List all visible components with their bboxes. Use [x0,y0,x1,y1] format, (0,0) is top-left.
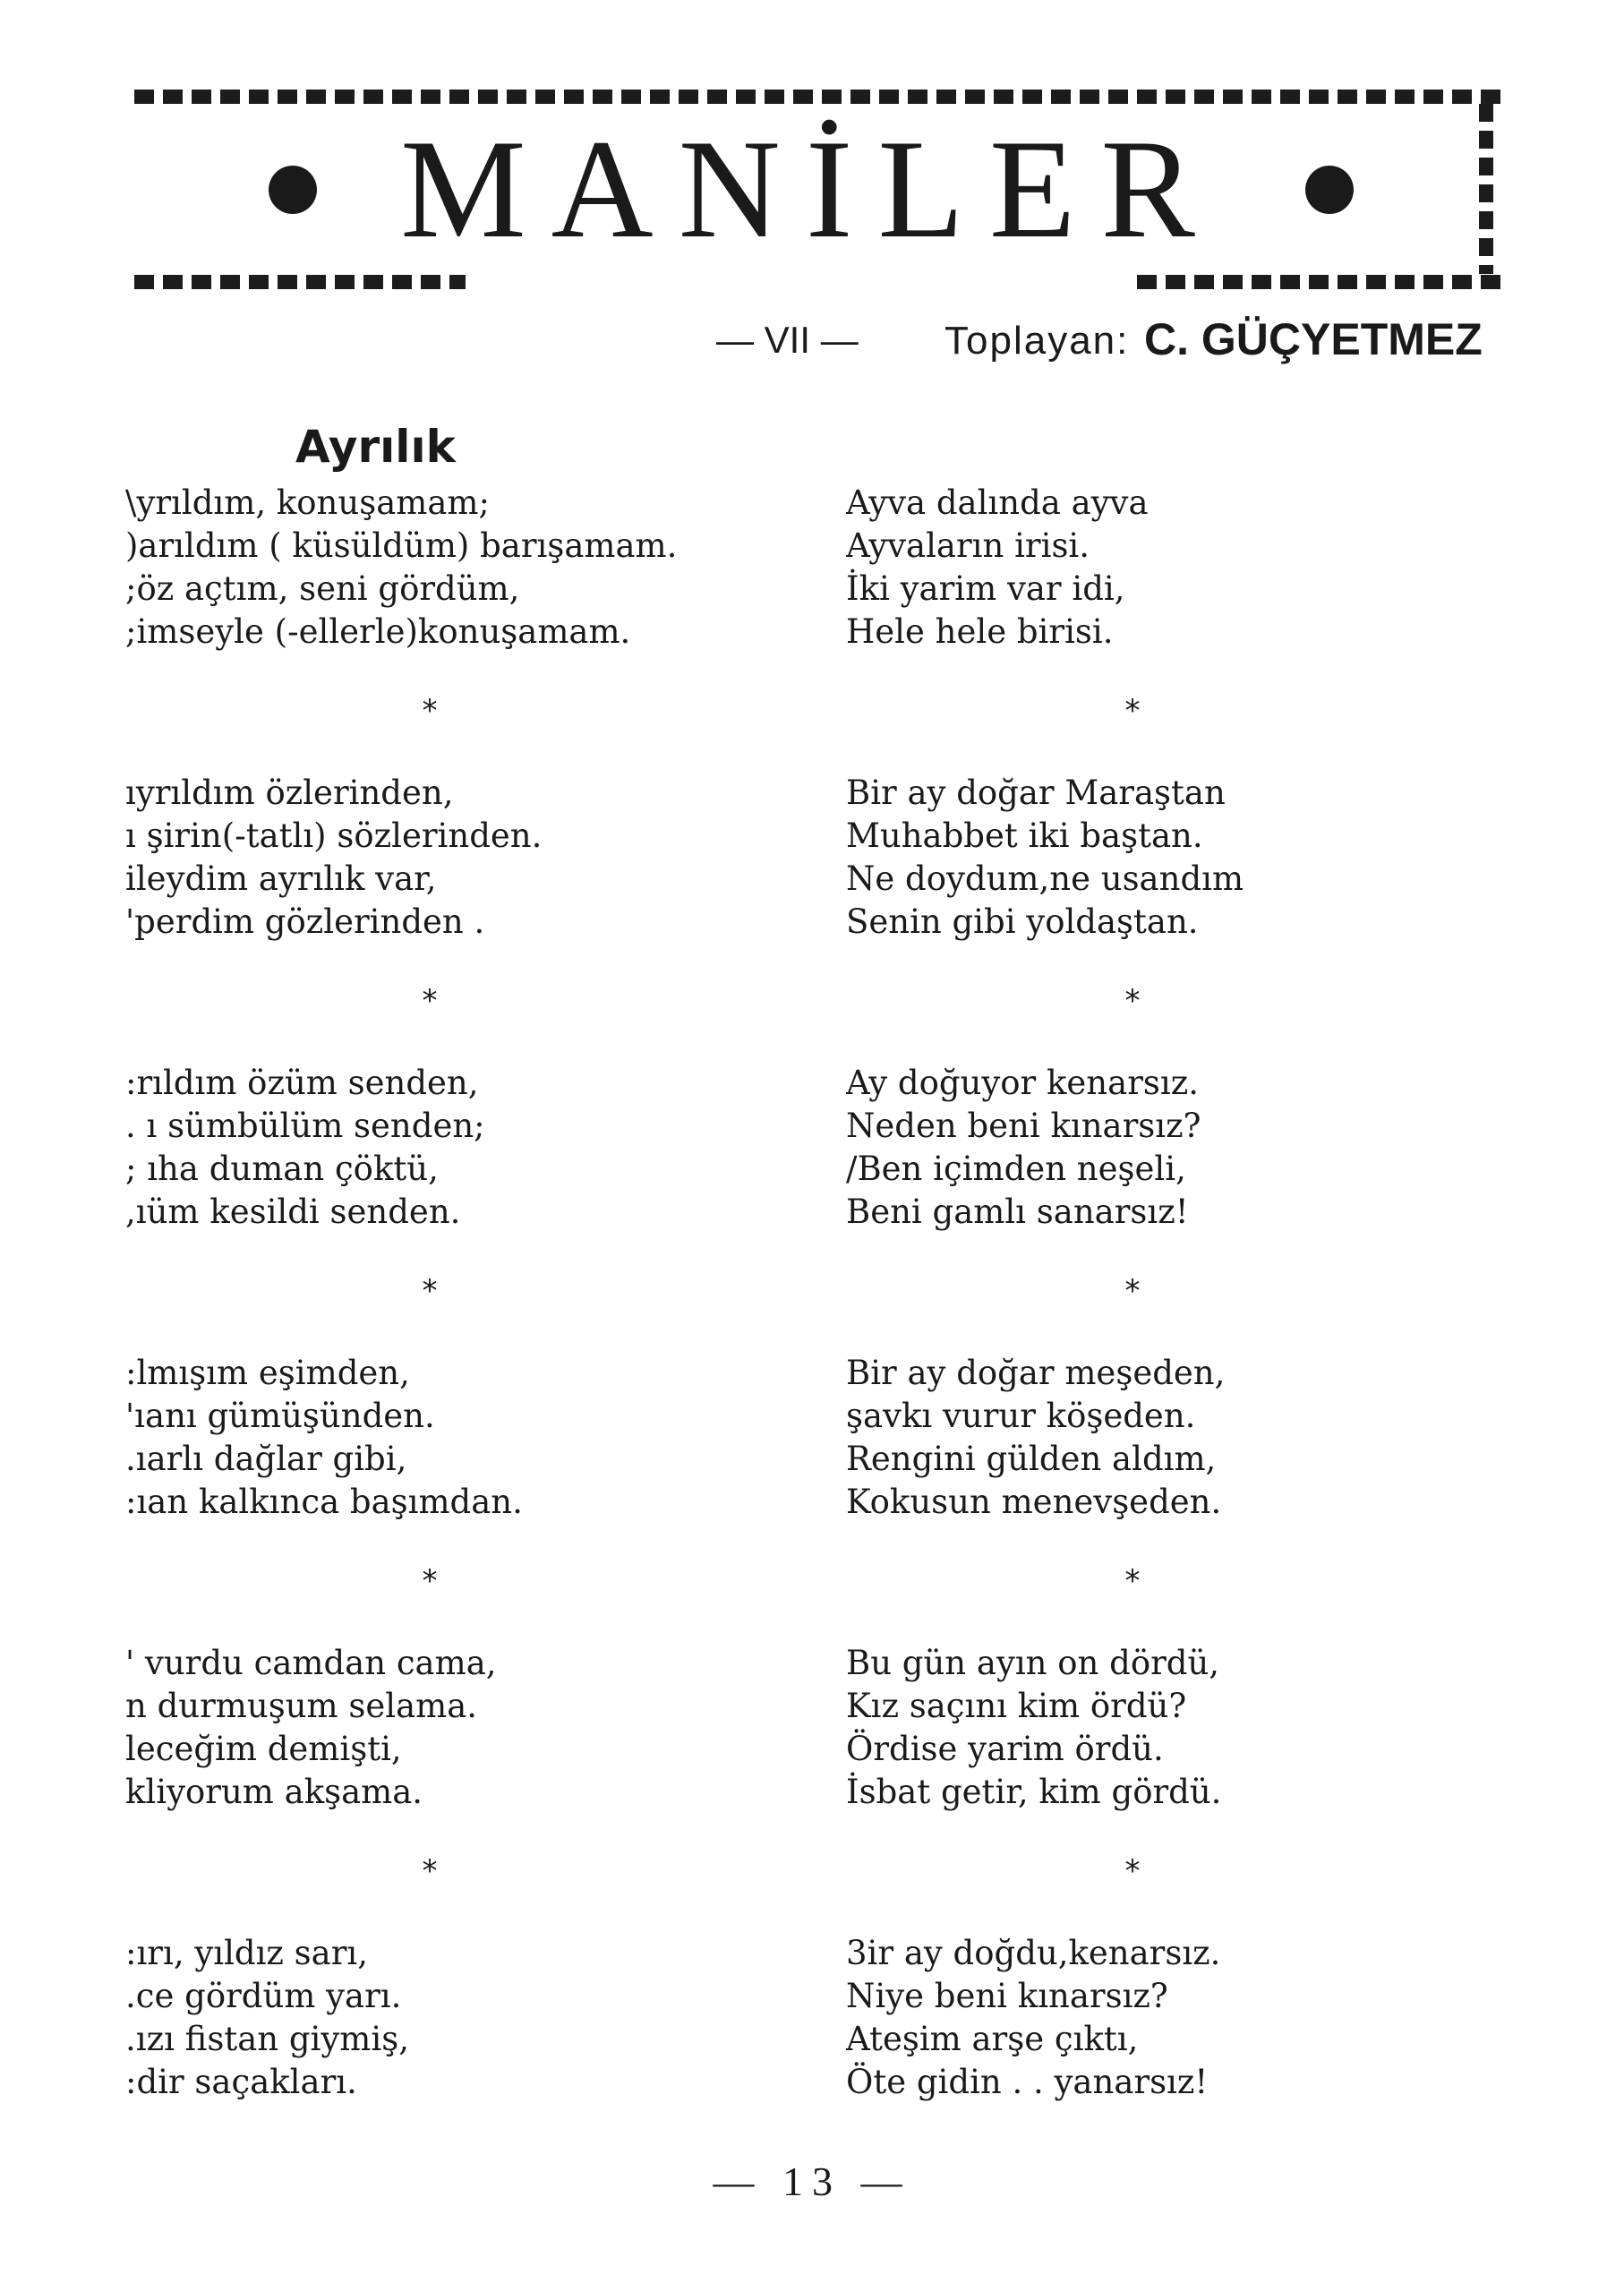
verse-line: ı şirin(-tatlı) sözlerinden. [125,816,543,855]
stanza-block [846,772,1509,1062]
verse-line: Bu gün ayın on dördü, [846,1644,1220,1682]
stanza-separator: * [1124,693,1141,729]
stanza [125,1642,752,1814]
stanza-separator: * [1124,1273,1141,1309]
verse-line: ,ıüm kesildi senden. [125,1193,461,1231]
stanza-separator: * [422,1563,438,1599]
verse-line: Beni gamlı sanarsız! [846,1193,1189,1231]
section-heading: Ayrılık [295,421,456,473]
verse-line: ıyrıldım özlerinden, [125,774,454,812]
verse-line: Kız saçını kim ördü? [846,1687,1187,1725]
verse-line: n durmuşum selama. [125,1687,478,1725]
verse-line: Muhabbet iki baştan. [846,816,1203,855]
verse-line: kliyorum akşama. [125,1773,423,1811]
verse-line: Hele hele birisi. [846,612,1114,651]
stanza-block [846,1062,1509,1352]
stanza [846,1932,1509,2104]
verse-line: Kokusun menevşeden. [846,1483,1222,1521]
stanza-block [846,1642,1509,1932]
bullet-icon [1305,166,1354,214]
stanza [125,1062,752,1234]
stanza-separator: * [1124,1563,1141,1599]
stanza-separator: * [422,693,438,729]
verse-line: Ne doydum,ne usandım [846,859,1244,898]
right-column [846,482,1509,2222]
verse-line: Öte gidin . . yanarsız! [846,2063,1209,2101]
verse-line: .ıarlı dağlar gibi, [125,1440,407,1478]
verse-line: Niye beni kınarsız? [846,1977,1168,2015]
stanza-block [125,1352,752,1642]
stanza-block [125,482,752,772]
verse-line: ileydim ayrılık var, [125,859,437,898]
verse-line: :ırı, yıldız sarı, [125,1934,369,1972]
compiler-name: C. GÜÇYETMEZ [1144,314,1483,364]
stanza-block [846,482,1509,772]
verse-line: İki yarim var idi, [846,569,1125,608]
verse-line: :lmışım eşimden, [125,1354,410,1392]
verse-line: leceğim demişti, [125,1730,402,1768]
stanza-block [125,1642,752,1932]
header-frame-bottom-left [134,275,466,289]
verse-line: ; ıha duman çöktü, [125,1150,439,1188]
verse-line: Bir ay doğar meşeden, [846,1354,1226,1392]
stanza-separator: * [422,1853,438,1889]
verse-line: 3ir ay doğdu,kenarsız. [846,1934,1221,1972]
verse-line: \yrıldım, konuşamam; [125,483,490,522]
header-frame-right [1479,104,1493,274]
verse-line: .ızı fistan giymiş, [125,2020,409,2058]
issue-number: — VII — [716,319,859,361]
left-column [125,482,752,2222]
verse-line: Neden beni kınarsız? [846,1107,1201,1145]
verse-line: .ce gördüm yarı. [125,1977,402,2015]
stanza [846,482,1509,654]
page-number: — 13 — [713,2159,911,2204]
stanza [846,1062,1509,1234]
page-title: MANİLER [400,111,1220,268]
verse-line: ;imseyle (-ellerle)konuşamam. [125,612,631,651]
stanza [125,482,752,654]
stanza-separator: * [422,983,438,1019]
verse-line: ' vurdu camdan cama, [125,1644,497,1682]
stanza-separator: * [1124,1853,1141,1889]
verse-line: 'ıanı gümüşünden. [125,1397,435,1435]
stanza [846,772,1509,944]
verse-line: /Ben içimden neşeli, [846,1150,1186,1188]
stanza-separator: * [1124,983,1141,1019]
stanza-block [125,1062,752,1352]
verse-line: )arıldım ( küsüldüm) barışamam. [125,526,678,565]
verse-line: :rıldım özüm senden, [125,1064,479,1102]
stanza-block [125,772,752,1062]
verse-line: 'perdim gözlerinden . [125,902,485,941]
verse-line: :dir saçakları. [125,2063,357,2101]
verse-line: Ayva dalında ayva [846,483,1149,522]
verse-line: Senin gibi yoldaştan. [846,902,1199,941]
stanza [846,1642,1509,1814]
stanza-block [846,1352,1509,1642]
compiled-by-label: Toplayan: [944,319,1130,363]
stanza [125,1932,752,2104]
byline [716,313,1504,367]
verse-line: şavkı vurur köşeden. [846,1397,1196,1435]
verse-line: ;öz açtım, seni gördüm, [125,569,520,608]
verse-line: . ı sümbülüm senden; [125,1107,485,1145]
verse-line: Ay doğuyor kenarsız. [846,1064,1199,1102]
verse-line: Rengini gülden aldım, [846,1440,1217,1478]
stanza-separator: * [422,1273,438,1309]
verse-line: Ateşim arşe çıktı, [846,2020,1139,2058]
header-frame-top [134,90,1504,104]
bullet-icon [269,166,317,214]
verse-line: :ıan kalkınca başımdan. [125,1483,523,1521]
verse-line: Bir ay doğar Maraştan [846,774,1226,812]
stanza [125,1352,752,1524]
header-frame-bottom-right [1137,275,1504,289]
stanza [125,772,752,944]
stanza [846,1352,1509,1524]
verse-line: Ördise yarim ördü. [846,1730,1164,1768]
verse-line: Ayvaların irisi. [846,526,1090,565]
verse-line: İsbat getir, kim gördü. [846,1773,1222,1811]
